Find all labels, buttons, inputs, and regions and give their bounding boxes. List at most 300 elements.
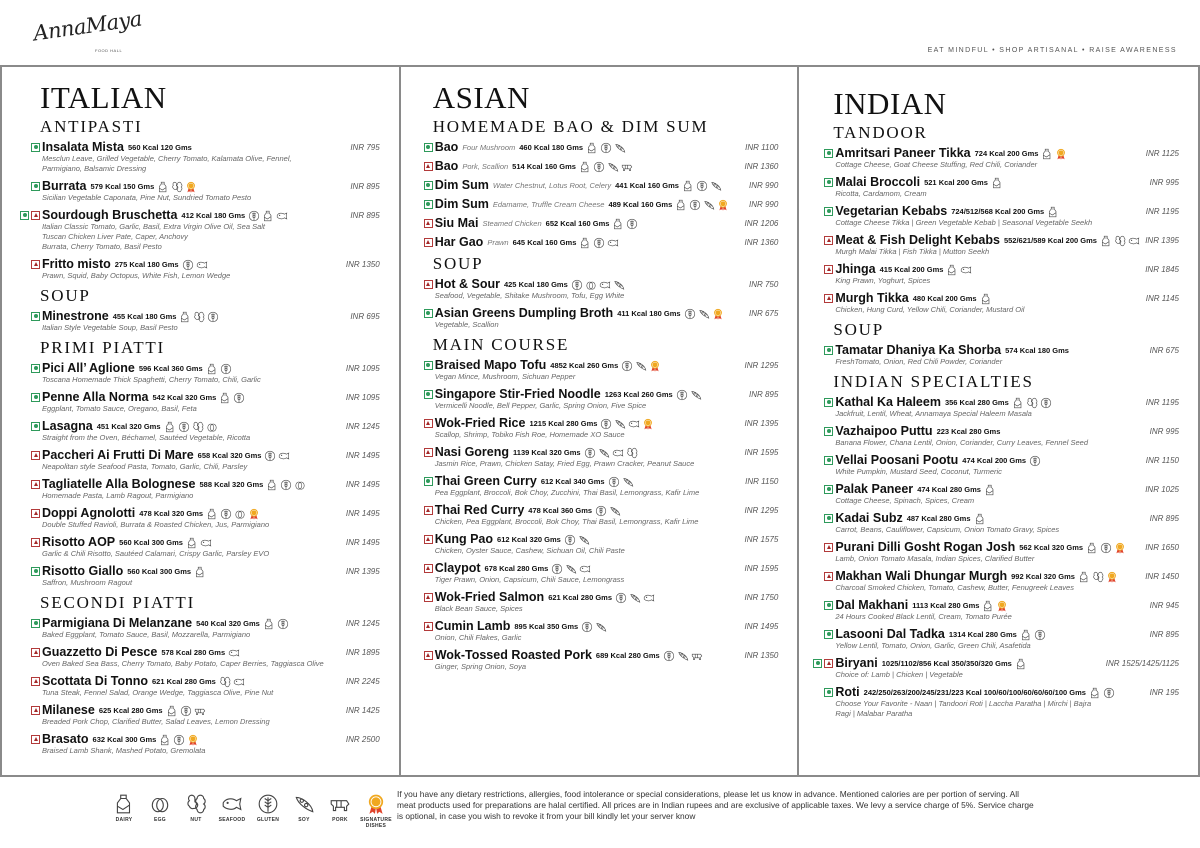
signature-icon [712,307,724,319]
dish-nutrition: 574 Kcal 180 Gms [1005,345,1069,355]
menu-item-line [419,532,779,546]
dish-nutrition: 441 Kcal 160 Gms [615,180,679,190]
menu-item[interactable] [819,627,1179,651]
diet-indicators [819,514,833,523]
dish-nutrition: 1139 Kcal 320 Gms [513,447,581,457]
menu-item-line [26,179,380,193]
dairy-icon [219,391,231,403]
dish-name: Vellai Poosani Pootu [835,453,959,467]
soy-icon [609,504,621,516]
gluten-icon [663,649,675,661]
dish-description: Italian Classic Tomato, Garlic, Basil, Extra Virgin Olive Oil, Sea Salt [42,222,266,231]
legend-label: DAIRY [115,817,133,823]
dish-name: Makhan Wali Dhungar Murgh [835,569,1008,583]
soy-icon [598,446,610,458]
dish-name: Wok-Tossed Roasted Pork [434,648,592,662]
gluten-icon [593,160,605,172]
footer [0,779,1200,848]
menu-item[interactable] [819,482,1179,506]
signature-icon [248,507,260,519]
dish-variant: Water Chestnut, Lotus Root, Celery [492,180,612,190]
dish-description: Oven Baked Sea Bass, Cherry Tomato, Baby Potato, Caper Berries, Taggiasca Olive [42,659,324,668]
dairy-icon [946,263,958,275]
diet-indicators [26,648,40,657]
gluten-icon [1029,454,1041,466]
veg-indicator-icon [31,182,40,191]
diet-indicators [26,393,40,402]
dish-price: INR 795 [350,142,380,152]
menu-item[interactable] [26,674,380,698]
dish-price: INR 1350 [744,650,779,660]
dairy-icon [982,599,994,611]
dish-price: INR 1150 [745,476,779,486]
dish-name: Thai Red Curry [434,503,525,517]
menu-item-line [419,235,779,249]
menu-item[interactable] [819,569,1179,593]
dish-description: Scallop, Shrimp, Tobiko Fish Roe, Homemade XO Sauce [434,430,625,439]
dish-name: Wok-Fried Rice [434,416,526,430]
dish-description: Tuscan Chicken Liver Pate, Caper, Anchovy [42,232,188,241]
dish-price: INR 1495 [345,508,380,518]
allergen-icons [1086,541,1126,553]
menu-item[interactable] [819,685,1179,719]
menu-item[interactable] [26,361,380,385]
allergen-icons [612,217,638,229]
menu-item[interactable] [26,732,380,756]
legend-label: GLUTEN [256,817,280,823]
gluten-icon [676,388,688,400]
veg-indicator-icon [824,485,833,494]
veg-indicator-icon [424,181,433,190]
dish-price: INR 990 [748,199,779,209]
veg-indicator-icon [31,312,40,321]
gluten-icon [264,449,276,461]
nonveg-indicator-icon [31,648,40,657]
dish-description: Chicken, Oyster Sauce, Cashew, Sichuan Oil, Chili Paste [434,546,625,555]
dish-name: Siu Mai [434,216,479,230]
dish-description: Braised Lamb Shank, Mashed Potato, Gremolata [42,746,206,755]
dish-nutrition: 223 Kcal 280 Gms [936,426,1001,436]
dish-name: Jhinga [835,262,876,276]
menu-item[interactable] [419,159,779,173]
menu-item-line [26,390,380,404]
menu-item[interactable] [26,535,380,559]
menu-item[interactable] [419,561,779,585]
menu-item[interactable] [419,590,779,614]
allergen-icons [1100,234,1140,246]
menu-item-line [26,564,380,578]
diet-indicators [419,506,433,515]
allergen-icons [551,562,591,574]
signature-icon [185,180,197,192]
dish-nutrition: 480 Kcal 200 Gms [912,293,977,303]
allergen-icons [1089,686,1115,698]
allergen-icons [571,278,625,290]
dish-name: Amritsari Paneer Tikka [835,146,971,160]
dish-description: Cottage Cheese Tikka | Green Vegetable Kebab | Seasonal Vegetable Seekh [835,218,1093,227]
dish-nutrition: 411 Kcal 180 Gms [617,308,681,318]
dish-name: Asian Greens Dumpling Broth [434,306,614,320]
menu-item[interactable] [819,262,1179,286]
menu-item[interactable] [26,477,380,501]
menu-item[interactable] [26,419,380,443]
menu-item[interactable] [419,387,779,411]
gluten-icon [207,310,219,322]
dish-price: INR 895 [1149,629,1179,639]
menu-columns [0,67,1200,777]
dairy-icon [179,310,191,322]
soy-icon [614,141,626,153]
dish-description: Toscana Homemade Thick Spaghetti, Cherry Tomato, Chili, Garlic [42,375,261,384]
nonveg-indicator-icon [824,659,833,668]
allergen-icons [186,536,212,548]
menu-item[interactable] [819,540,1179,564]
section-title: SOUP [833,320,885,339]
dish-description: Italian Style Vegetable Soup, Basil Pesto [42,323,178,332]
dish-nutrition: 560 Kcal 300 Gms [127,566,192,576]
dish-description: Straight from the Oven, Béchamel, Sautéed Vegetable, Ricotta [42,433,251,442]
menu-item[interactable] [26,448,380,472]
signature-icon [1055,147,1067,159]
veg-indicator-icon [813,659,822,668]
nonveg-indicator-icon [424,651,433,660]
gluten-icon [581,620,593,632]
soy-icon [293,793,315,815]
menu-item[interactable] [26,564,380,588]
menu-item[interactable] [419,445,779,469]
footer-disclaimer [397,789,1034,822]
menu-item-line [419,178,779,192]
menu-item[interactable] [26,703,380,727]
menu-item[interactable] [419,416,779,440]
menu-item[interactable] [26,140,380,174]
gluten-icon [277,617,289,629]
nut-icon [626,446,638,458]
footer-text-line: meat products used for preparations are halal certified. All prices are in Indian rupees and are exclusive of applicable taxes. We levy a service charge of 5%. Service charge [397,800,1034,810]
menu-item[interactable] [419,619,779,643]
dairy-icon [159,733,171,745]
egg-icon [206,420,218,432]
legend-label: PORK [332,817,348,823]
seafood-icon [612,446,624,458]
menu-item[interactable] [419,277,779,301]
menu-item[interactable] [419,648,779,672]
dish-price: INR 1360 [744,161,779,171]
veg-indicator-icon [20,211,29,220]
menu-item[interactable] [419,178,779,192]
section-title: SECONDI PIATTI [40,593,196,612]
allergen-legend [108,793,392,829]
cuisine-title: INDIAN [833,86,947,121]
menu-item[interactable] [819,146,1179,170]
menu-item[interactable] [26,179,380,203]
dish-price: INR 1150 [1145,455,1179,465]
dish-description: Baked Eggplant, Tomato Sauce, Basil, Mozzarella, Parmigiano [42,630,251,639]
menu-item[interactable] [26,616,380,640]
diet-indicators [419,143,433,152]
allergen-icons [159,733,199,745]
seafood-icon [196,258,208,270]
dairy-icon [1089,686,1101,698]
dish-nutrition: 612 Kcal 340 Gms [540,476,605,486]
soy-icon [614,417,626,429]
dairy-icon [1041,147,1053,159]
menu-item[interactable] [419,140,779,154]
gluten-icon [595,504,607,516]
nonveg-indicator-icon [424,219,433,228]
dish-description: Chicken, Pea Eggplant, Broccoli, Bok Choy, Thai Basil, Lemongrass, Kafir Lime [434,517,699,526]
menu-item[interactable] [419,358,779,382]
menu-item[interactable] [26,257,380,281]
menu-item[interactable] [26,390,380,414]
diet-indicators [819,427,833,436]
diet-indicators [419,651,433,660]
dish-name: Paccheri Ai Frutti Di Mare [42,448,194,462]
dish-price: INR 1295 [744,505,779,515]
menu-item[interactable] [819,598,1179,622]
dish-price: INR 695 [350,311,380,321]
veg-indicator-icon [31,567,40,576]
gluten-icon [684,307,696,319]
menu-item-line [26,477,380,491]
menu-item[interactable] [26,645,380,669]
dish-price: INR 895 [350,181,380,191]
dish-nutrition: 621 Kcal 280 Gms [152,676,216,686]
veg-indicator-icon [824,207,833,216]
allergen-icons [1041,147,1067,159]
diet-indicators [419,309,433,318]
menu-item[interactable] [419,306,779,330]
dish-description: Parmigiano, Balsamic Dressing [42,164,147,173]
menu-item[interactable] [419,474,779,498]
dairy-icon [579,236,591,248]
menu-item[interactable] [419,197,779,211]
allergen-icons [600,417,654,429]
dish-description: White Pumpkin, Mustard Seed, Coconut, Turmeric [835,467,1002,476]
nonveg-indicator-icon [31,211,40,220]
menu-item-line [819,569,1179,583]
cuisine-title: ASIAN [432,80,530,115]
nonveg-indicator-icon [31,538,40,547]
nonveg-indicator-icon [424,162,433,171]
menu-item[interactable] [819,656,1179,680]
menu-item-line [26,616,380,630]
menu-item-line [26,361,380,375]
dish-name: Brasato [42,732,89,746]
menu-item[interactable] [819,424,1179,448]
diet-indicators [26,422,40,431]
egg-icon [149,793,171,815]
dish-nutrition: 474 Kcal 280 Gms [917,484,981,494]
nonveg-indicator-icon [31,706,40,715]
seafood-icon [599,278,611,290]
diet-indicators [26,364,40,373]
gluten-icon [1040,396,1052,408]
diet-indicators [26,480,40,489]
menu-item-line [26,140,380,154]
soy-icon [578,533,590,545]
veg-indicator-icon [424,361,433,370]
dish-name: Parmigiana Di Melanzane [42,616,193,630]
dish-nutrition: 460 Kcal 180 Gms [519,142,584,152]
dish-name: Wok-Fried Salmon [434,590,545,604]
section-title: PRIMI PIATTI [40,338,166,357]
menu-item[interactable] [26,208,380,252]
diet-indicators [26,567,40,576]
dish-nutrition: 1113 Kcal 280 Gms [912,600,980,610]
pork-icon [621,160,633,172]
menu-item[interactable] [819,291,1179,315]
section-title: TANDOOR [833,123,928,142]
diet-indicators [807,659,833,668]
dairy-icon [980,292,992,304]
allergen-icons [219,391,245,403]
dish-price: INR 750 [748,279,779,289]
menu-item-line [819,343,1179,357]
dish-name: Tamatar Dhaniya Ka Shorba [835,343,1002,357]
dish-description: Cottage Cheese, Goat Cheese Stuffing, Red Chili, Coriander [835,160,1038,169]
diet-indicators [819,456,833,465]
menu-item[interactable] [419,235,779,249]
legend-item-nut [180,793,212,829]
dish-nutrition: 514 Kcal 160 Gms [512,161,576,171]
dairy-icon [186,536,198,548]
menu-item[interactable] [819,233,1179,257]
nut-icon [1092,570,1104,582]
nonveg-indicator-icon [424,593,433,602]
gluten-icon [615,591,627,603]
nonveg-indicator-icon [31,677,40,686]
dish-description: Carrot, Beans, Cauliflower, Capsicum, Onion Tomato Gravy, Spices [835,525,1060,534]
dish-description: Vermicelli Noodle, Bell Pepper, Garlic, Spring Onion, Five Spice [434,401,647,410]
menu-item-line [26,645,380,659]
dairy-icon [113,793,135,815]
allergen-icons [1029,454,1041,466]
dish-price: INR 1750 [744,592,779,602]
allergen-icons [615,591,655,603]
legend-label: SOY [298,817,310,823]
dish-description: Ragi | Malabar Paratha [835,709,913,718]
dairy-icon [1012,396,1024,408]
menu-item[interactable] [419,503,779,527]
menu-item[interactable] [819,343,1179,367]
pork-icon [691,649,703,661]
soy-icon [710,179,722,191]
soy-icon [698,307,710,319]
section-title: SOUP [40,286,91,305]
dish-name: Vazhaipoo Puttu [835,424,933,438]
allergen-icons [980,292,992,304]
soy-icon [677,649,689,661]
dish-price: INR 1595 [744,447,779,457]
dish-nutrition: 1215 Kcal 280 Gms [529,418,598,428]
dish-description: FreshTomato, Onion, Red Chili Powder, Coriander [835,357,1003,366]
dish-nutrition: 621 Kcal 280 Gms [548,592,612,602]
nonveg-indicator-icon [424,448,433,457]
menu-item[interactable] [26,506,380,530]
allergen-icons [157,180,197,192]
dish-name: Lasagna [42,419,93,433]
dish-price: INR 1425 [345,705,380,715]
dish-price: INR 1845 [1145,264,1179,274]
dairy-icon [206,362,218,374]
veg-indicator-icon [824,630,833,639]
menu-item[interactable] [26,309,380,333]
soy-icon [622,475,634,487]
allergen-icons [1012,396,1052,408]
nut-icon [185,793,207,815]
seafood-icon [278,449,290,461]
menu-item[interactable] [819,395,1179,419]
menu-item[interactable] [419,532,779,556]
egg-icon [585,278,597,290]
allergen-icons [991,176,1003,188]
dish-variant: Edamame, Truffle Cream Cheese [492,199,605,209]
menu-item[interactable] [819,511,1179,535]
dairy-icon [991,176,1003,188]
signature-icon [1114,541,1126,553]
dish-nutrition: 451 Kcal 320 Gms [96,421,161,431]
diet-indicators [819,265,833,274]
dish-name: Hot & Sour [434,277,500,291]
dish-description: Tuna Steak, Fennel Salad, Orange Wedge, Taggiasca Olive, Pine Nut [42,688,274,697]
veg-indicator-icon [31,619,40,628]
gluten-icon [248,209,260,221]
allergen-icons [581,620,607,632]
allergen-icons [595,504,621,516]
menu-item[interactable] [819,453,1179,477]
diet-indicators [819,630,833,639]
menu-item-line [419,561,779,575]
dish-price: INR 1125 [1145,148,1179,158]
dish-name: Milanese [42,703,95,717]
veg-indicator-icon [824,514,833,523]
menu-item[interactable] [419,216,779,230]
dish-name: Kung Pao [434,532,494,546]
dish-description: Yellow Lentil, Tomato, Onion, Garlic, Green Chili, Asafetida [835,641,1031,650]
dish-nutrition: 1314 Kcal 280 Gms [948,629,1017,639]
footer-text-line: If you have any dietary restrictions, allergies, food intolerance or special considerations, please let us know in advance. Mentioned calories are per portion of serving. All [397,789,1019,799]
nonveg-indicator-icon [824,543,833,552]
soy-icon [613,278,625,290]
allergen-icons [248,209,288,221]
dish-name: Bao [434,159,459,173]
seafood-icon [1128,234,1140,246]
dish-nutrition: 645 Kcal 160 Gms [512,237,577,247]
section-title: ANTIPASTI [40,117,143,136]
soy-icon [565,562,577,574]
dish-description: Vegan Mince, Mushroom, Sichuan Pepper [434,372,576,381]
seafood-icon [643,591,655,603]
dish-nutrition: 678 Kcal 280 Gms [484,563,549,573]
soy-icon [703,198,715,210]
gluten-icon [173,733,185,745]
dish-name: Thai Green Curry [434,474,537,488]
annamaya-logo [31,6,144,54]
diet-indicators [14,211,40,220]
dairy-icon [1100,234,1112,246]
dish-nutrition: 542 Kcal 320 Gms [152,392,217,402]
allergen-icons [586,141,626,153]
dish-price: INR 1450 [1145,571,1179,581]
dish-price: INR 1206 [744,218,779,228]
allergen-icons [182,258,208,270]
allergen-icons [264,449,290,461]
dish-price: INR 1650 [1145,542,1179,552]
dish-name: Guazzetto Di Pesce [42,645,158,659]
menu-item[interactable] [819,204,1179,228]
menu-item[interactable] [819,175,1179,199]
